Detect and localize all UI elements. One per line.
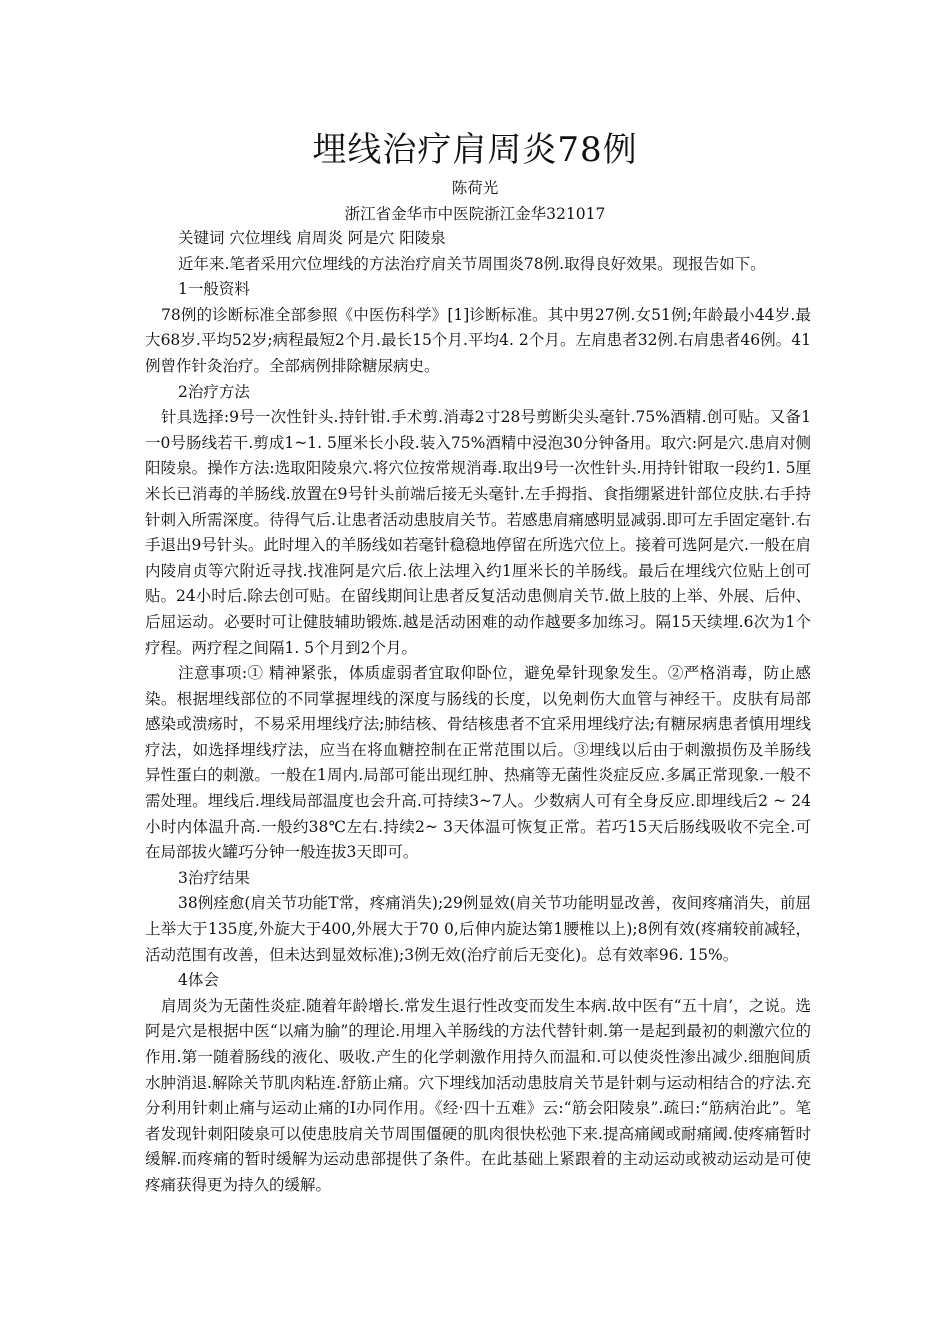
paper-title: 埋线治疗肩周炎78例 [312, 130, 638, 170]
author-affiliation: 浙江省金华市中医院浙江金华321017 [344, 205, 606, 223]
section-2-notes: 注意事项:① 精神紧张，体质虚弱者宜取仰卧位，避免晕针现象发生。②严格消毒，防止感染。根据埋线部位的不同掌握埋线的深度与肠线的长度，以免刺伤大血管与神经干。皮肤有局部感染或溃疡时，不易采用埋线疗法;肺结核、骨结核患者不宜采用埋线疗法;有糖尿病患者慎用埋线疗法，如选择埋线疗法，应当在将血糖控制在正常范围以后。③埋线以后由于刺激损伤及羊肠线异性蛋白的刺激。一般在1周内.局部可能出现红肿、热痛等无菌性炎症反应.多属正常现象.一般不需处理。埋线后.埋线局部温度也会升高.可持续3~7人。少数病人可有全身反应.即埋线后2 ~ 24小时内体温升高.一般约38℃左右.持续2~ 3天体温可恢复正常。若巧15天后肠线吸收不完全.可在局部拔火罐巧分钟一般连拔3天即可。 [145, 664, 811, 862]
intro-paragraph: 近年来.笔者采用穴位埋线的方法治疗肩关节周围炎78例.取得良好效果。现报告如下。 [178, 254, 766, 273]
paper-body [145, 226, 811, 1199]
section-3-body: 38例痊愈(肩关节功能T常，疼痛消失);29例显效(肩关节功能明显改善，夜间疼痛消失，前屈上举大于135度,外旋大于400,外展大于70 0,后伸内旋达第1腰椎以上);8例有效(疼痛较前减轻，活动范围有改善，但未达到显效标准);3例无效(治疗前后无变化)。总有效率96. 15%。 [145, 894, 811, 964]
section-4-heading: 4体会 [178, 971, 219, 990]
section-1-body: 78例的诊断标准全部参照《中医伤科学》[1]诊断标准。其中男27例.女51例;年龄最小44岁.最大68岁.平均52岁;病程最短2个月.最长15个月.平均4. 2个月。左肩患者32例.右肩患者46例。41例曾作针灸治疗。全部病例排除糖尿病史。 [145, 305, 811, 375]
author-name: 陈荷光 [451, 179, 499, 197]
section-1-heading: 1一般资料 [178, 280, 250, 299]
keywords-line: 关键词 穴位埋线 肩周炎 阿是穴 阳陵泉 [178, 229, 446, 247]
section-2-heading: 2治疗方法 [178, 382, 250, 401]
section-4-body: 肩周炎为无菌性炎症.随着年龄增长.常发生退行性改变而发生本病.故中医有“五十肩’，之说。选阿是穴是根据中医“以痛为腧”的理论.用埋入羊肠线的方法代替针刺.第一是起到最初的刺激穴位的作用.第一随着肠线的液化、吸收.产生的化学刺激作用持久而温和.可以使炎性渗出减少.细胞间质水肿消退.解除关节肌肉粘连.舒筋止痛。穴下埋线加活动患肢肩关节是针刺与运动相结合的疗法.充分利用针刺止痛与运动止痛的I办同作用。《经·四十五难》云:“筋会阳陵泉”.疏曰:“筋病治此”。笔者发现针刺阳陵泉可以使患肢肩关节周围僵硬的肌肉很快松弛下来.提高痛阈或耐痛阈.使疼痛暂时缓解.而疼痛的暂时缓解为运动患部提供了条件。在此基础上紧跟着的主动运动或被动运动是可使疼痛获得更为持久的缓解。 [145, 996, 811, 1194]
section-3-heading: 3治疗结果 [178, 868, 250, 887]
section-2-body: 针具选择:9号一次性针头.持针钳.手术剪.消毒2寸28号剪断尖头毫针.75%酒精.创可贴。又备1一0号肠线若干.剪成1~1. 5厘米长小段.装入75%酒精中浸泡30分钟备用。取穴:阿是穴.患肩对侧阳陵泉。操作方法:选取阳陵泉穴.将穴位按常规消毒.取出9号一次性针头.用持针钳取一段约1. 5厘米长已消毒的羊肠线.放置在9号针头前端后接无头毫针.左手拇指、食指绷紧进针部位皮肤.右手持针刺入所需深度。待得气后.让患者活动患肢肩关节。若感患肩痛感明显减弱.即可左手固定毫针.右手退出9号针头。此时埋入的羊肠线如若毫针稳稳地停留在所选穴位上。接着可选阿是穴.一般在肩内陵肩贞等穴附近寻找.找准阿是穴后.依上法埋入约1厘米长的羊肠线。最后在埋线穴位贴上创可贴。24小时后.除去创可贴。在留线期间让患者反复活动患侧肩关节.做上肢的上举、外展、后仲、后屈运动。必要时可让健肢辅助锻炼.越是活动困难的动作越要多加练习。隔15天续埋.6次为1个疗程。两疗程之间隔1. 5个月到2个月。 [145, 408, 811, 657]
